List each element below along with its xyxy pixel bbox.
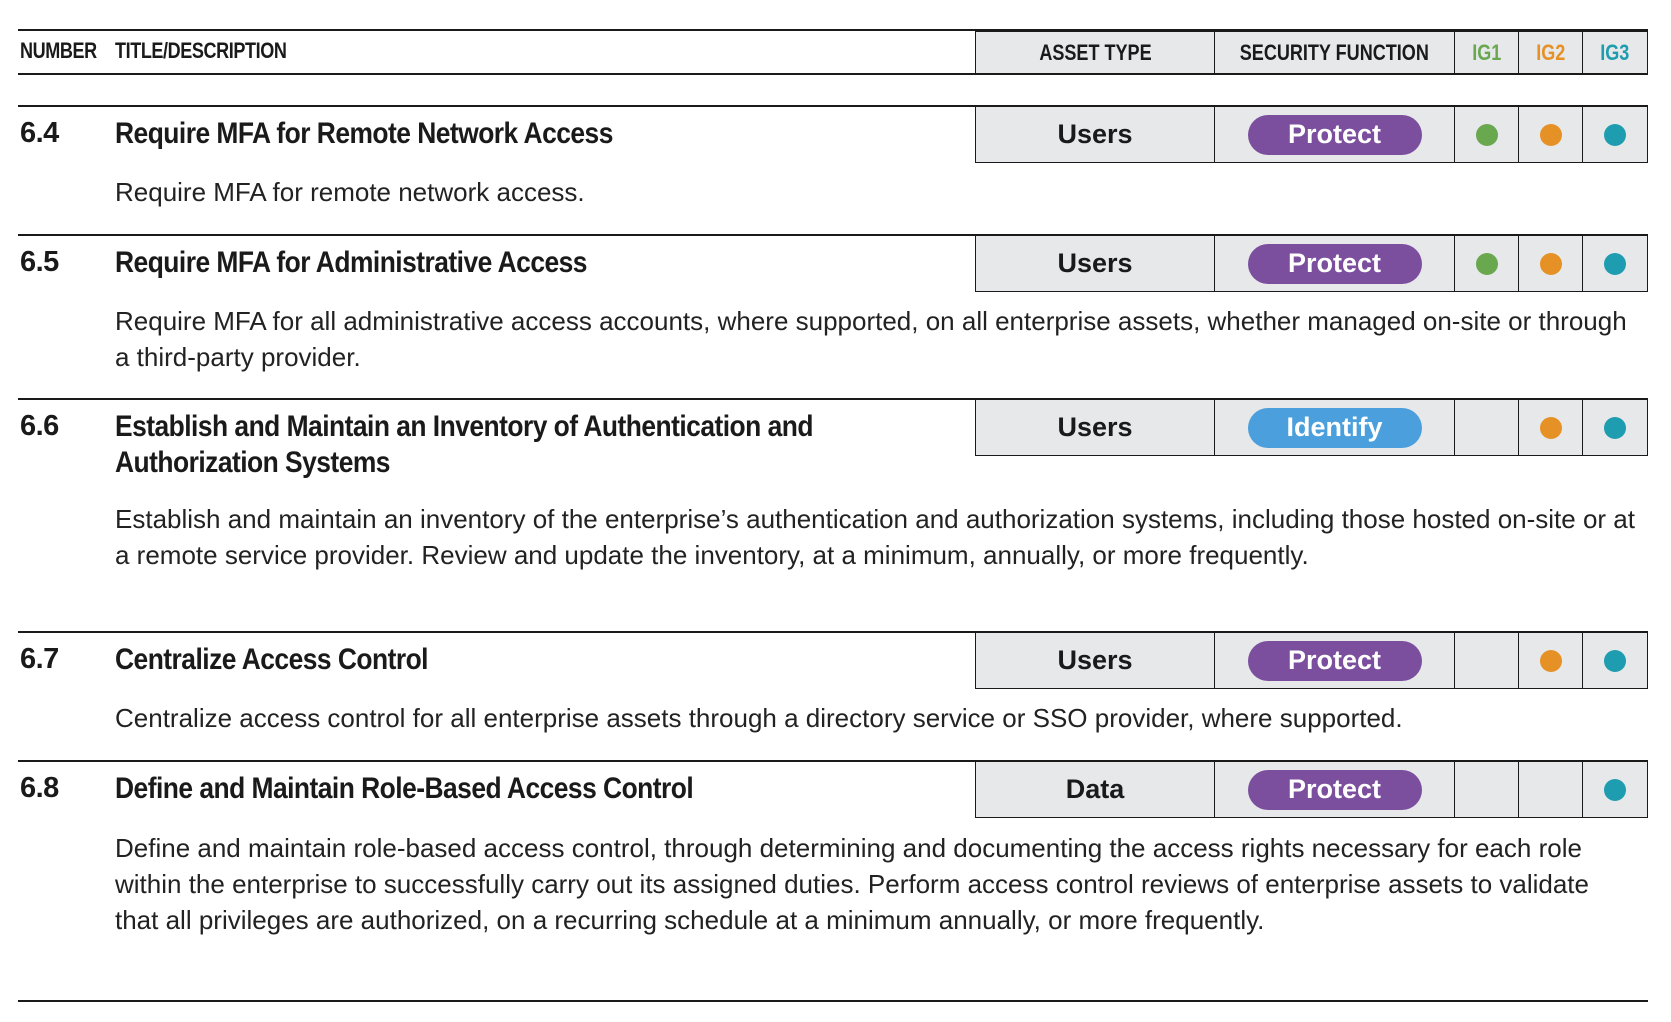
ig1-dot-icon [1476,253,1498,275]
row-ig1-cell [1454,106,1519,163]
row-security-function [1214,399,1455,456]
row-description: Define and maintain role-based access control, through determining and documenting the access rights necessary for each role within the enterprise to successfully carry out its assigned duties. Perform access control reviews of enterprise assets to validate that all privileges are authorized, on a recurring schedule at a minimum annually, or more frequently. [115,833,1589,935]
header-bottom-rule [18,73,1648,75]
row-ig1-cell [1454,761,1519,818]
row-ig2-cell [1518,399,1583,456]
row-title: Define and Maintain Role-Based Access Control [115,772,694,805]
row-ig2-cell [1518,106,1583,163]
protect-badge: Protect [1248,244,1422,284]
identify-badge: Identify [1248,408,1422,448]
header-asset-type: ASSET TYPE [975,31,1215,74]
row-title: Require MFA for Remote Network Access [115,117,613,150]
row-ig1-cell [1454,399,1519,456]
header-number: NUMBER [20,38,97,63]
protect-badge: Protect [1248,770,1422,810]
row-number: 6.7 [20,643,59,675]
row-security-function [1214,761,1455,818]
ig2-dot-icon [1540,124,1562,146]
row-description: Centralize access control for all enterprise assets through a directory service or SSO provider, where supported. [115,703,1403,733]
row-asset-type: Users [975,399,1215,456]
row-number: 6.4 [20,117,59,149]
header-ig3: IG3 [1582,31,1648,74]
ig3-dot-icon [1604,650,1626,672]
ig2-dot-icon [1540,253,1562,275]
ig2-dot-icon [1540,650,1562,672]
row-ig1-cell [1454,235,1519,292]
row-ig3-cell [1582,235,1648,292]
row-ig3-cell [1582,632,1648,689]
ig3-dot-icon [1604,779,1626,801]
row-security-function [1214,632,1455,689]
row-ig2-cell [1518,235,1583,292]
row-description: Require MFA for remote network access. [115,177,585,207]
table-bottom-rule [18,1000,1648,1002]
row-ig3-cell [1582,399,1648,456]
ig2-dot-icon [1540,417,1562,439]
ig3-dot-icon [1604,417,1626,439]
row-ig1-cell [1454,632,1519,689]
row-ig2-cell [1518,632,1583,689]
row-number: 6.6 [20,410,59,442]
header-ig2: IG2 [1518,31,1583,74]
row-number: 6.5 [20,246,59,278]
row-ig3-cell [1582,761,1648,818]
row-ig3-cell [1582,106,1648,163]
row-number: 6.8 [20,772,59,804]
row-title: Establish and Maintain an Inventory of Authentication and Authorization Systems [115,410,813,479]
protect-badge: Protect [1248,641,1422,681]
row-asset-type: Users [975,235,1215,292]
row-description: Establish and maintain an inventory of the enterprise’s authentication and authorization systems, including those hosted on-site or at a remote service provider. Review and update the inventory, at a minimum, annually, or more frequently. [115,504,1635,570]
header-title-description: TITLE/DESCRIPTION [115,38,287,63]
ig3-dot-icon [1604,124,1626,146]
header-security-function: SECURITY FUNCTION [1214,31,1455,74]
ig3-dot-icon [1604,253,1626,275]
row-security-function [1214,235,1455,292]
row-ig2-cell [1518,761,1583,818]
row-description: Require MFA for all administrative access accounts, where supported, on all enterprise assets, whether managed on-site or through a third-party provider. [115,306,1627,372]
row-security-function [1214,106,1455,163]
row-asset-type: Users [975,632,1215,689]
row-title: Centralize Access Control [115,643,428,676]
row-title: Require MFA for Administrative Access [115,246,587,279]
row-asset-type: Users [975,106,1215,163]
row-asset-type: Data [975,761,1215,818]
ig1-dot-icon [1476,124,1498,146]
header-ig1: IG1 [1454,31,1519,74]
protect-badge: Protect [1248,115,1422,155]
